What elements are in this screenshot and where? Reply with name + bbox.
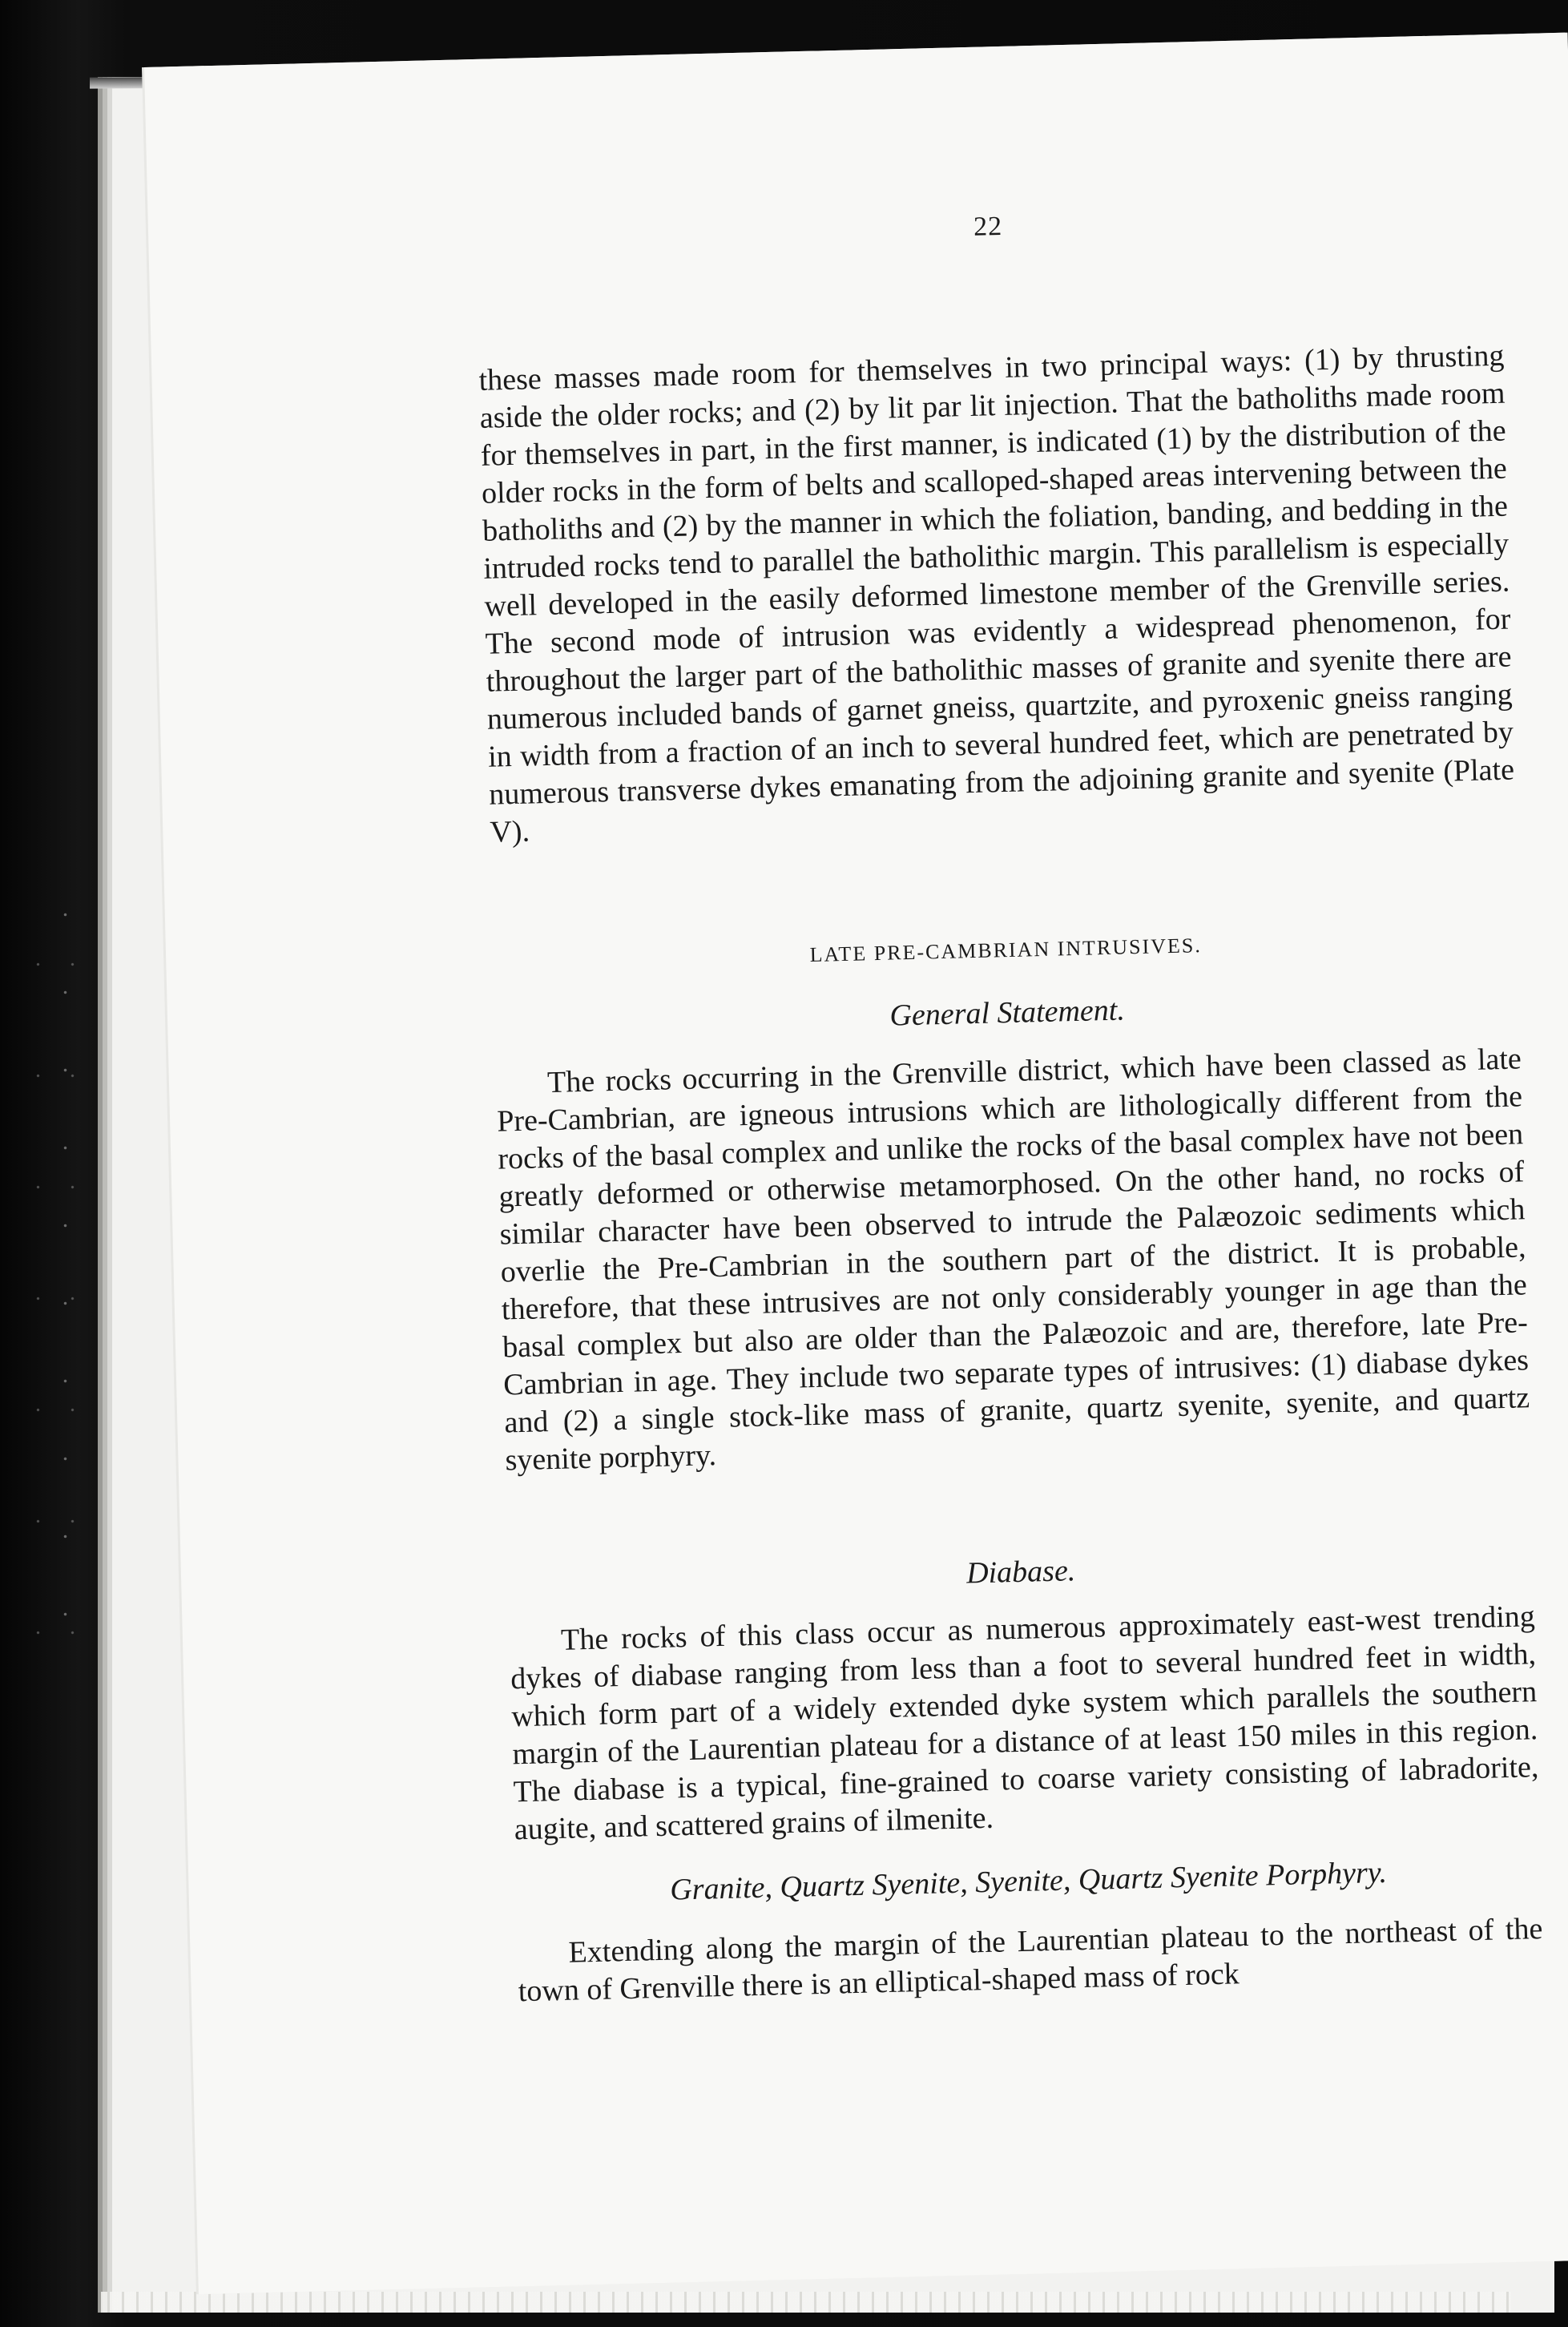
- page-number: 22: [973, 211, 1003, 242]
- paragraph-granite-syenite: Extending along the margin of the Laurentian plateau to the northeast of the town of Grenville there is an elliptical-shaped mass of rock: [518, 1912, 1543, 2009]
- subheading-diabase: Diabase.: [965, 1554, 1076, 1591]
- page-content: [475, 200, 1543, 2009]
- subheading-general-statement: General Statement.: [889, 993, 1126, 1033]
- paragraph-batholith-intrusion: these masses made room for themselves in two principal ways: (1) by thrusting aside the older rocks; and (2) by lit par lit injection. That the batholiths made room for themselves in part, in the first manner, is indicated (1) by the distribution of the older rocks in the form of belts and scalloped-shaped areas intervening between the batholiths and (2) by the manner in which the foliation, banding, and bedding in the intruded rocks tend to parallel the batholithic margin. This parallelism is especially well developed in the easily deformed limestone member of the Grenville series. The second mode of intrusion was evidently a widespread phenomenon, for throughout the larger part of the batholithic masses of granite and syenite there are numerous included bands of garnet gneiss, quartzite, and pyroxenic gneiss ranging in width from a fraction of an inch to several hundred feet, which are penetrated by numerous transverse dykes emanating from the adjoining granite and syenite (Plate V).: [478, 338, 1515, 849]
- scan-dust-specks: [35, 865, 99, 1667]
- paragraph-general-statement: The rocks occurring in the Grenville district, which have been classed as late Pre-Cambrian, are igneous intrusions which are lithologically different from the rocks of the basal complex and unlike the rocks of the basal complex have not been greatly deformed or otherwise metamorphosed. On the other hand, no rocks of similar character have been observed to intrude the Palæozoic sediments which overlie the Pre-Cambrian in the southern part of the district. It is probable, therefore, that these intrusives are not only considerably younger in age than the basal complex but also are older than the Palæozoic and are, therefore, late Pre-Cambrian in age. They include two separate types of intrusives: (1) diabase dykes and (2) a single stock-like mass of granite, quartz syenite, syenite, and quartz syenite porphyry.: [496, 1042, 1530, 1478]
- section-heading-late-pre-cambrian: LATE PRE-CAMBRIAN INTRUSIVES.: [809, 934, 1203, 967]
- book-page: [144, 33, 1568, 2295]
- bottom-page-edges: [101, 2292, 1511, 2313]
- paragraph-diabase: The rocks of this class occur as numerous approximately east-west trending dykes of diabase ranging from less than a foot to several hundred feet in width, which form part of a widely extended dyke system which parallels the southern margin of the Laurentian plateau for a distance of at least 150 miles in this region. The diabase is a typical, fine-grained to coarse variety consisting of labradorite, augite, and scattered grains of ilmenite.: [510, 1599, 1539, 1847]
- subheading-granite-syenite: Granite, Quartz Syenite, Syenite, Quartz Syenite Porphyry.: [669, 1855, 1388, 1907]
